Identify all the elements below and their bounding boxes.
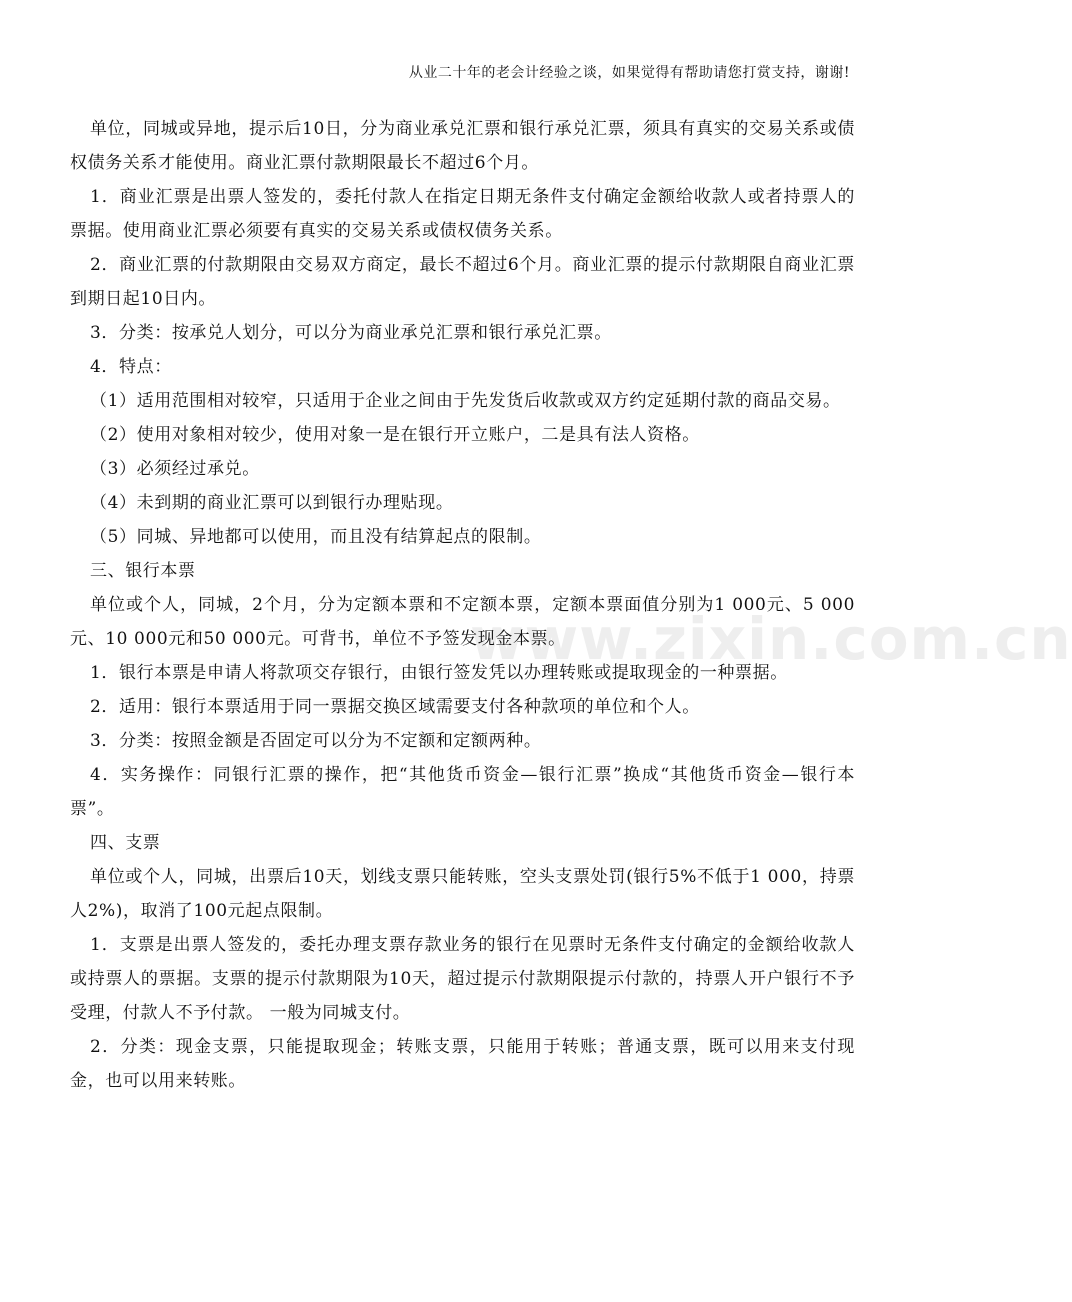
paragraph-bank-cashier-check-definition: 1．银行本票是申请人将款项交存银行，由银行签发凭以办理转账或提取现金的一种票据。 [90, 663, 788, 683]
paragraph-feature-3: （3）必须经过承兑。 [90, 459, 260, 479]
paragraph-feature-4: （4）未到期的商业汇票可以到银行办理贴现。 [90, 493, 454, 513]
paragraph-feature-5: （5）同城、异地都可以使用，而且没有结算起点的限制。 [90, 527, 542, 547]
paragraph-bank-cashier-check-practice: 4．实务操作：同银行汇票的操作，把“其他货币资金—银行汇票”换成“其他货币资金—银行本票”。 [70, 765, 855, 819]
header-note: 从业二十年的老会计经验之谈，如果觉得有帮助请您打赏支持，谢谢! [408, 65, 850, 81]
paragraph-intro-commercial-draft: 单位，同城或异地，提示后10日，分为商业承兑汇票和银行承兑汇票，须具有真实的交易关系或债权债务关系才能使用。商业汇票付款期限最长不超过6个月。 [70, 119, 855, 173]
paragraph-feature-2: （2）使用对象相对较少，使用对象一是在银行开立账户，二是具有法人资格。 [90, 425, 700, 445]
paragraph-intro-check: 单位或个人，同城，出票后10天，划线支票只能转账，空头支票处罚(银行5%不低于1 000，持票人2%)，取消了100元起点限制。 [70, 867, 855, 921]
paragraph-intro-bank-cashier-check: 单位或个人，同城，2个月，分为定额本票和不定额本票，定额本票面值分别为1 000元、5 000元、10 000元和50 000元。可背书，单位不予签发现金本票。 [70, 595, 855, 649]
paragraph-commercial-draft-term: 2．商业汇票的付款期限由交易双方商定，最长不超过6个月。商业汇票的提示付款期限自商业汇票到期日起10日内。 [70, 255, 855, 309]
paragraph-check-definition: 1．支票是出票人签发的，委托办理支票存款业务的银行在见票时无条件支付确定的金额给收款人或持票人的票据。支票的提示付款期限为10天，超过提示付款期限提示付款的，持票人开户银行不予受理，付款人不予付款。 一般为同城支付。 [70, 935, 855, 1023]
watermark: www.zixin.com.cn [470, 605, 1072, 673]
paragraph-commercial-draft-classification: 3．分类：按承兑人划分，可以分为商业承兑汇票和银行承兑汇票。 [90, 323, 612, 343]
paragraph-commercial-draft-definition: 1．商业汇票是出票人签发的，委托付款人在指定日期无条件支付确定金额给收款人或者持票人的票据。使用商业汇票必须要有真实的交易关系或债权债务关系。 [70, 187, 855, 241]
paragraph-features-heading: 4．特点： [90, 357, 172, 377]
paragraph-bank-cashier-check-scope: 2．适用：银行本票适用于同一票据交换区域需要支付各种款项的单位和个人。 [90, 697, 700, 717]
document-body [70, 112, 855, 1098]
paragraph-feature-1: （1）适用范围相对较窄，只适用于企业之间由于先发货后收款或双方约定延期付款的商品交易。 [90, 391, 841, 411]
paragraph-check-classification: 2．分类：现金支票，只能提取现金；转账支票，只能用于转账；普通支票，既可以用来支付现金，也可以用来转账。 [70, 1037, 855, 1091]
paragraph-bank-cashier-check-classification: 3．分类：按照金额是否固定可以分为不定额和定额两种。 [90, 731, 542, 751]
section-heading-check: 四、支票 [90, 833, 161, 853]
section-heading-bank-cashier-check: 三、银行本票 [90, 561, 196, 581]
